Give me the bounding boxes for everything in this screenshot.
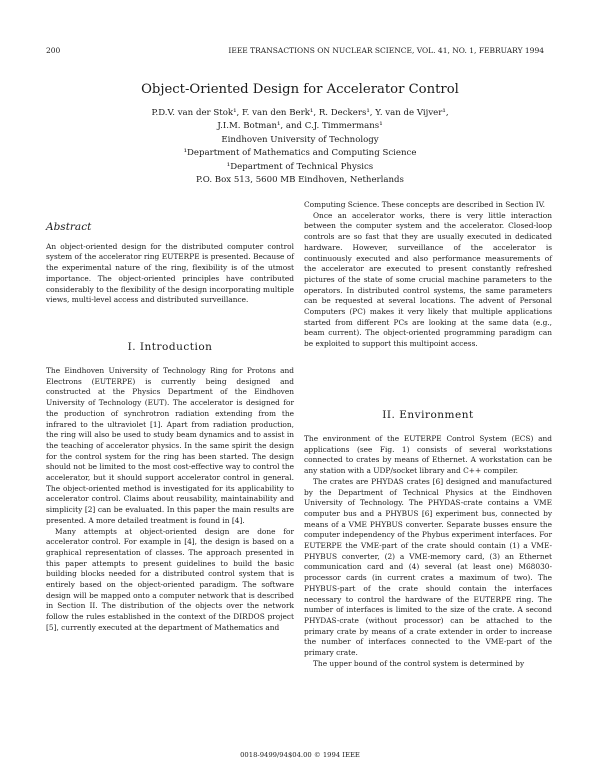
section-heading-introduction: I. Introduction [127,341,213,353]
author-line-1: P.D.V. van der Stok¹, F. van den Berk¹, R. Deckers¹, Y. van de Vijver¹, [151,108,449,118]
page-number: 200 [46,46,61,55]
author-block [60,107,540,187]
left-column [46,222,294,306]
intro-paragraph-2: Many attempts at object-oriented design are done for accelerator control. For example in [4], the design is based on a graphical representation of classes. The approach presented in this paper attempts to present guidelines to build the basic building blocks needed for a distributed control system that is entirely based on the object-oriented paradigm. The software design will be mapped onto a computer network that is described in Section II. The distribution of the objects over the network follow the rules established in the context of the DIRDOS project [5], currently executed at the department of Mathematics and [46,526,294,632]
env-paragraph-3: The upper bound of the control system is determined by [313,658,525,668]
env-paragraph-1: The environment of the EUTERPE Control System (ECS) and applications (see Fig. 1) consists of several workstations connected to crates by means of Ethernet. A workstation can be any station with a UDP/socket library and C++ compiler. [304,434,552,476]
section-heading-environment: II. Environment [382,409,474,421]
journal-header: IEEE TRANSACTIONS ON NUCLEAR SCIENCE, VOL. 41, NO. 1, FEBRUARY 1994 [228,46,544,55]
abstract-text: An object-oriented design for the distributed computer control system of the accelerator ring EUTERPE is presented. Because of the experimental nature of the ring, flexibility is of the utmost importance. The object-oriented principles have contributed considerably to the flexibility of the design incorporating multiple views, multi-level access and distributed surveillance. [46,241,294,305]
environment-body [304,434,552,669]
paper-title: Object-Oriented Design for Accelerator Control [141,82,459,97]
right-column [304,200,552,350]
introduction-section [46,342,294,353]
copyright-footer: 0018-9499/94$04.00 © 1994 IEEE [240,751,360,759]
abstract-heading: Abstract [46,221,92,233]
paragraph-surveillance: Once an accelerator works, there is very little interaction between the computer system and the accelerator. Closed-loop controls are so fast that they are usually executed in dedicated hardware. However, surveillance of the accelerator is continuously executed and also performance measurements of the accelerator are executed to present constantly refreshed pictures of the state of some crucial machine parameters to the operators. In distributed control systems, the same parameters can be requested at several locations. The advent of Personal Computers (PC) makes it very likely that multiple applications started from different PCs are looking at the same data (e.g., beam current). The object-oriented programming paradigm can be exploited to support this multipoint access. [304,210,552,349]
intro-paragraph-1: The Eindhoven University of Technology Ring for Protons and Electrons (EUTERPE) is currently being designed and constructed at the Physics Department of the Eindhoven University of Technology (EUT). The accelerator is designed for the production of synchrotron radiation extending from the infrared to the ultraviolet [1]. Apart from radiation production, the ring will also be used to study beam dynamics and to assist in the teaching of accelerator physics. In the same spirit the design for the control system for the ring has been started. The design should not be limited to the most cost-effective way to control the accelerator, but it should support accelerator control in general. The object-oriented method is investigated for its applicability to accelerator control. Claims about reusability, maintainability and simplicity [2] can be evaluated. In this paper the main results are presented. A more detailed treatment is found in [4]. [46,366,294,525]
author-line-2: J.I.M. Botman¹, and C.J. Timmermans¹ [217,121,383,132]
affiliation-address: P.O. Box 513, 5600 MB Eindhoven, Netherlands [196,175,404,186]
affiliation-university: Eindhoven University of Technology [221,134,379,145]
paragraph-continued: Computing Science. These concepts are described in Section IV. [304,200,546,209]
affiliation-dept-math: ¹Department of Mathematics and Computing Science [183,148,417,159]
env-paragraph-2: The crates are PHYDAS crates [6] designed and manufactured by the Department of Technical Physics at the Eindhoven University of Technology. The PHYDAS-crate contains a VME computer bus and a PHYBUS [6] experiment bus, connected by means of a VME PHYBUS converter. Separate busses ensure the computer independency of the Phybus experiment interfaces. For EUTERPE the VME-part of the crate should contain (1) a VME-PHYBUS converter, (2) a VME-memory card, (3) an Ethernet communication card and (4) several (at least one) M68030-processor cards (in current crates a maximum of two). The PHYBUS-part of the crate should contain the interfaces necessary to control the hardware of the EUTERPE ring. The number of interfaces is limited to the size of the crate. A second PHYDAS-crate (without processor) can be attached to the primary crate by means of a crate extender in order to increase the number of interfaces connected to the VME-part of the primary crate. [304,476,552,658]
environment-section [304,410,552,421]
introduction-body [46,366,294,634]
affiliation-dept-physics: ¹Department of Technical Physics [226,161,374,172]
